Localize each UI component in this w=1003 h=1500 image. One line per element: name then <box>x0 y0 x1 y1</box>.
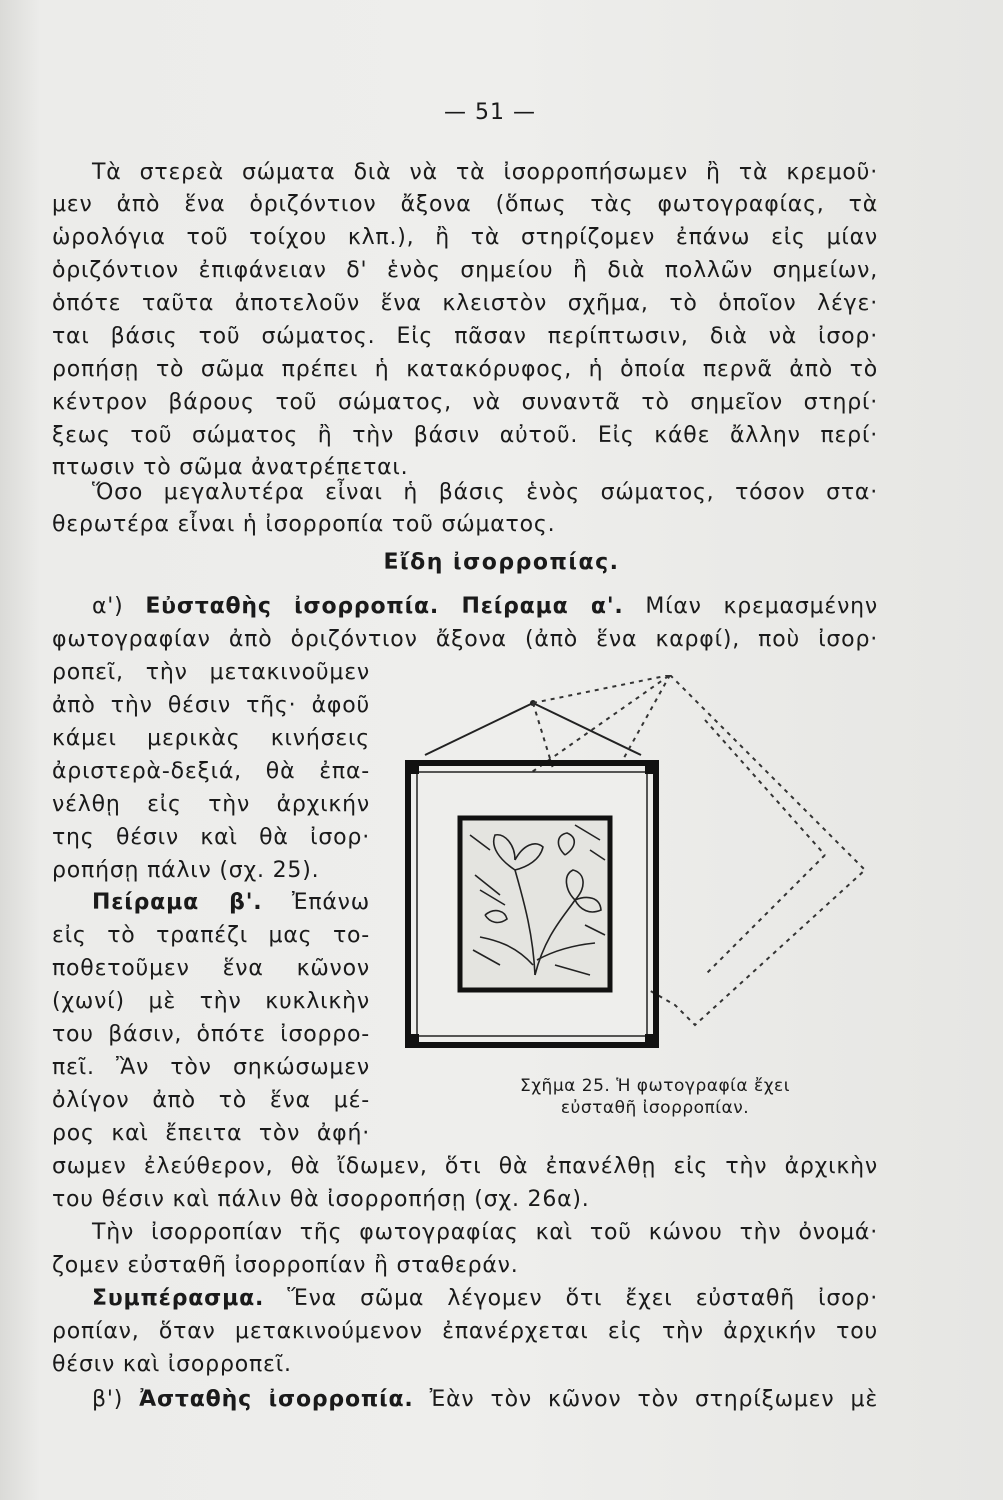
text-line: Τὰ στερεὰ σώματα διὰ νὰ τὰ ἰσορροπήσωμεν ἢ τὰ κρεμοῦ· <box>92 160 878 185</box>
text-line: Ὅσο μεγαλυτέρα εἶναι ἡ βάσις ἑνὸς σώματος, τόσον στα· <box>92 480 878 505</box>
frame-illustration <box>405 675 875 1055</box>
text-line: ροπήσῃ τὸ σῶμα πρέπει ἡ κατακόρυφος, ἡ ὁποία περνᾶ ἀπὸ τὸ <box>52 357 878 382</box>
text-line: της θέσιν καὶ θὰ ἰσορ· <box>52 825 370 850</box>
section-a-label: α') <box>92 594 146 619</box>
text-line: ὀλίγον ἀπὸ τὸ ἕνα μέ- <box>52 1088 370 1113</box>
experiment-b-title: Πείραμα β'. <box>92 890 263 915</box>
text-line: κάμει μερικὰς κινήσεις <box>52 726 370 751</box>
text-line: μεν ἀπὸ ἕνα ὁριζόντιον ἄξονα (ὅπως τὰς φωτογραφίας, τὰ <box>52 192 878 217</box>
section-heading: Εἴδη ἰσορροπίας. <box>383 550 620 575</box>
section-a-title: Εὐσταθὴς ἰσορροπία. Πείραμα α'. <box>145 594 624 619</box>
text-line: πεῖ. Ἂν τὸν σηκώσωμεν <box>52 1055 370 1080</box>
figure-25-hanging-frame <box>405 675 875 1055</box>
caption-line-1: Σχῆμα 25. Ἡ φωτογραφία ἔχει <box>520 1076 790 1096</box>
text-line: ἀπὸ τὴν θέσιν τῆς· ἀφοῦ <box>52 693 370 718</box>
text-line: του βάσιν, ὁπότε ἰσορρο- <box>52 1022 370 1047</box>
figure-caption <box>455 1075 855 1119</box>
text-line: ροπίαν, ὅταν μετακινούμενον ἐπανέρχεται εἰς τὴν ἀρχικήν του <box>52 1319 878 1344</box>
text-line: σωμεν ἐλεύθερον, θὰ ἴδωμεν, ὅτι θὰ ἐπανέλθῃ εἰς τὴν ἀρχικὴν <box>52 1154 878 1179</box>
text-line: ποθετοῦμεν ἕνα κῶνον <box>52 956 370 981</box>
text-line: ὁπότε ταῦτα ἀποτελοῦν ἕνα κλειστὸν σχῆμα, τὸ ὁποῖον λέγε· <box>52 291 878 316</box>
text-line: εἰς τὸ τραπέζι μας το- <box>52 923 370 948</box>
conclusion-title: Συμπέρασμα. <box>92 1286 265 1311</box>
text-line: ροπήσῃ πάλιν (σχ. 25). <box>52 858 320 883</box>
section-a-text: Μίαν κρεμασμένην <box>623 594 879 619</box>
text-line: φωτογραφίαν ἀπὸ ὁριζόντιον ἄξονα (ἀπὸ ἕνα καρφί), ποὺ ἰσορ· <box>52 627 878 652</box>
text-line: ἀριστερὰ-δεξιά, θὰ ἐπα- <box>52 759 370 784</box>
text-line: ὁριζόντιον ἐπιφάνειαν δ' ἑνὸς σημείου ἢ διὰ πολλῶν σημείων, <box>52 258 878 283</box>
text-line: Τὴν ἰσορροπίαν τῆς φωτογραφίας καὶ τοῦ κώνου τὴν ὀνομά· <box>92 1220 878 1245</box>
experiment-b-first-line <box>92 888 370 918</box>
section-b-first-line <box>92 1385 878 1415</box>
text-line: ται βάσις τοῦ σώματος. Εἰς πᾶσαν περίπτωσιν, διὰ νὰ ἰσορ· <box>52 324 878 349</box>
conclusion-text: Ἕνα σῶμα λέγομεν ὅτι ἔχει εὐσταθῆ ἰσορ· <box>264 1286 878 1311</box>
text-line: (χωνί) μὲ τὴν κυκλικὴν <box>52 989 370 1014</box>
text-line: κέντρον βάρους τοῦ σώματος, νὰ συναντᾶ τὸ σημεῖον στηρί· <box>52 390 878 415</box>
experiment-b-text: Ἐπάνω <box>262 890 370 915</box>
section-a-first-line <box>92 592 878 622</box>
text-line: του θέσιν καὶ πάλιν θὰ ἰσορροπήσῃ (σχ. 26α). <box>52 1187 590 1212</box>
page-number: — 51 — <box>444 100 536 125</box>
text-line: νέλθῃ εἰς τὴν ἀρχικήν <box>52 792 370 817</box>
text-line: θέσιν καὶ ἰσορροπεῖ. <box>52 1352 292 1377</box>
text-line: θερωτέρα εἶναι ἡ ἰσορροπία τοῦ σώματος. <box>52 512 556 537</box>
text-line: ρος καὶ ἔπειτα τὸν ἀφή· <box>52 1121 370 1146</box>
text-line: ξεως τοῦ σώματος ἢ τὴν βάσιν αὐτοῦ. Εἰς κάθε ἄλλην περί· <box>52 423 878 448</box>
text-line: ὡρολόγια τοῦ τοίχου κλπ.), ἢ τὰ στηρίζομεν ἐπάνω εἰς μίαν <box>52 225 878 250</box>
caption-line-2: εὐσταθῆ ἰσορροπίαν. <box>560 1098 750 1118</box>
section-b-label: β') <box>92 1387 140 1412</box>
section-b-text: Ἐὰν τὸν κῶνον τὸν στηρίξωμεν μὲ <box>413 1387 879 1412</box>
conclusion-first-line <box>92 1284 878 1314</box>
text-line: ροπεῖ, τὴν μετακινοῦμεν <box>52 660 370 685</box>
text-line: ζομεν εὐσταθῆ ἰσορροπίαν ἢ σταθεράν. <box>52 1253 519 1278</box>
text-line: πτωσιν τὸ σῶμα ἀνατρέπεται. <box>52 455 409 480</box>
section-b-title: Ἀσταθὴς ἰσορροπία. <box>139 1387 414 1412</box>
